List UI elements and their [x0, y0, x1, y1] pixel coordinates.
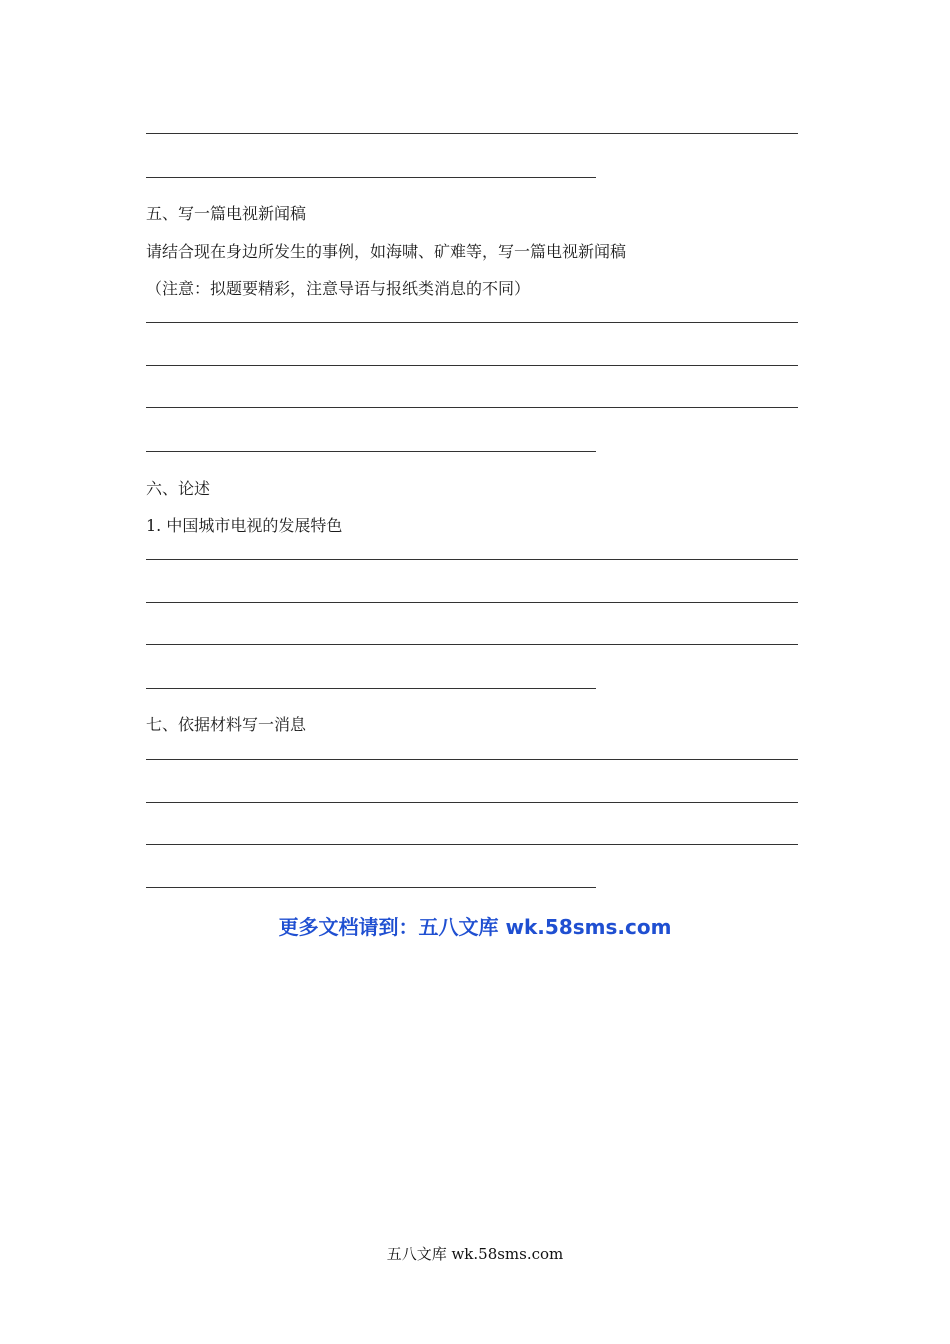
answer-line	[146, 602, 798, 603]
section-5-note: （注意：拟题要精彩，注意导语与报纸类消息的不同）	[146, 279, 531, 298]
answer-line	[146, 177, 596, 178]
answer-line	[146, 759, 798, 760]
section-6-heading: 六、论述	[146, 479, 211, 498]
answer-line	[146, 688, 596, 689]
page-footer: 五八文库 wk.58sms.com	[386, 1245, 564, 1263]
answer-line	[146, 844, 798, 845]
answer-line	[146, 451, 596, 452]
answer-line	[146, 133, 798, 134]
answer-line	[146, 322, 798, 323]
answer-line	[146, 802, 798, 803]
answer-line	[146, 365, 798, 366]
promo-link[interactable]: 更多文档请到：五八文库 wk.58sms.com	[278, 915, 672, 939]
section-6-item-1: 1. 中国城市电视的发展特色	[146, 516, 343, 535]
section-7-heading: 七、依据材料写一消息	[146, 715, 307, 734]
answer-line	[146, 644, 798, 645]
section-5-heading: 五、写一篇电视新闻稿	[146, 204, 307, 223]
answer-line	[146, 887, 596, 888]
section-5-prompt: 请结合现在身边所发生的事例，如海啸、矿难等，写一篇电视新闻稿	[146, 242, 627, 261]
answer-line	[146, 407, 798, 408]
answer-line	[146, 559, 798, 560]
